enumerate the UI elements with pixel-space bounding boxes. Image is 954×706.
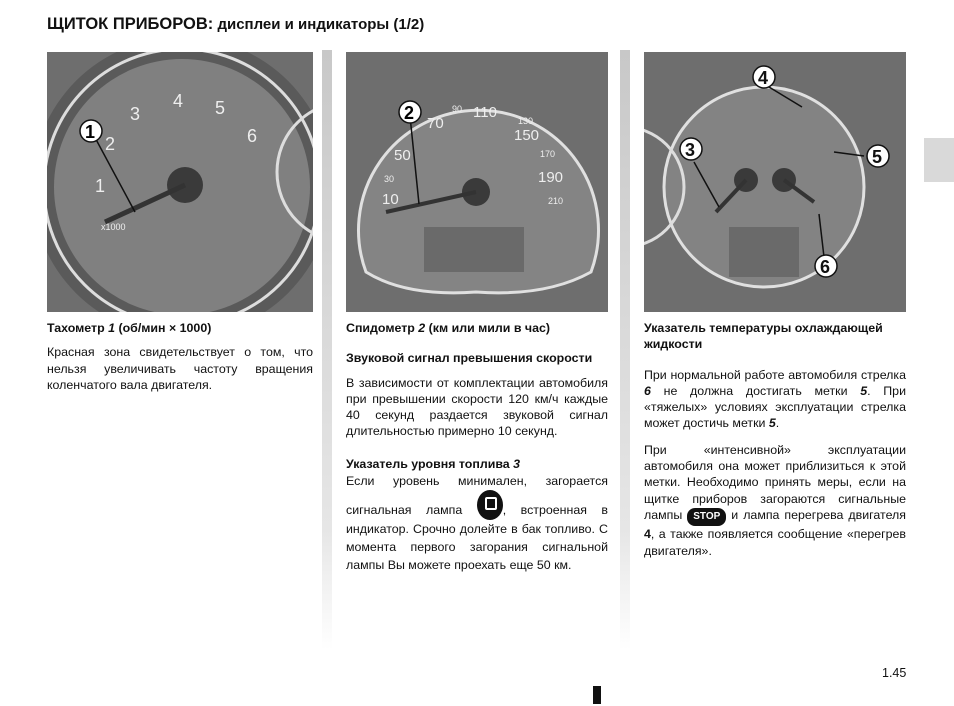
speed-tick: 170 [540,149,556,159]
tach-tick: 6 [247,126,258,146]
temperature-text-1: При нормальной работе автомобиля стрелка 6 не должна достигать метки 5. При «тяжелых» условиях эксплуатации стрелка может достичь метки 5. [644,367,906,431]
callout-6: 6 [820,257,831,277]
title-sub: дисплеи и индикаторы (1/2) [213,16,425,33]
page-marker [593,686,601,704]
tachometer-heading: Тахометр 1 (об/мин × 1000) [47,321,212,335]
speedometer-heading: Спидометр 2 (км или мили в час) [346,321,551,335]
callout-5: 5 [872,147,883,167]
callout-1: 1 [85,122,96,142]
section-tab [924,138,954,182]
speed-alarm-heading: Звуковой сигнал превышения скорости [346,351,593,366]
temperature-heading: Указатель температуры охлаждающей жидкости [644,321,883,352]
speedometer-photo [346,52,608,312]
column-temperature [644,320,906,569]
tachometer-text: Красная зона свидетельствует о том, что нельзя увеличивать частоту вращения коленчатого вала двигателя. [47,345,313,392]
fuel-temperature-photo [644,52,906,312]
column-separator [322,50,332,650]
speed-tick: 70 [427,115,444,132]
speed-tick: 130 [518,116,534,126]
tach-tick: 1 [95,176,106,196]
tach-tick: 2 [105,134,116,154]
speed-tick: 10 [382,191,399,208]
speed-tick: 150 [514,127,540,144]
speed-tick: 110 [473,104,497,121]
column-separator [620,50,630,650]
tachometer-photo [47,52,313,312]
tach-tick: 5 [215,98,226,118]
title-main: ЩИТОК ПРИБОРОВ: [47,15,214,33]
stop-icon: STOP [687,508,726,526]
fuel-text: Если уровень минимален, загорается сигнальная лампа , встроенная в индикатор. Срочно долейте в бак топливо. С момента первого загорания сигнальной лампы Вы можете проехать еще 50 км. [346,474,608,573]
speed-tick: 210 [548,196,564,206]
fuel-heading: Указатель уровня топлива 3 [346,456,521,471]
page-number: 1.45 [882,666,907,680]
column-speedometer [346,320,608,584]
tach-tick: 4 [173,91,184,111]
page-title [47,15,424,34]
fuel-pump-icon [477,490,503,520]
speed-tick: 90 [452,104,463,114]
speed-tick: 30 [384,174,395,184]
column-tachometer [47,320,313,403]
callout-2: 2 [404,103,415,123]
speed-alarm-text: В зависимости от комплектации автомобиля при превышении скорости 120 км/ч каждые 40 секунд раздается звуковой сигнал длительностью примерно 10 секунд. [346,375,608,439]
speed-tick: 190 [538,169,564,186]
callout-3: 3 [685,140,696,160]
tach-tick: 3 [130,104,141,124]
tach-unit: x1000 [101,222,126,232]
speed-tick: 50 [394,147,411,164]
temperature-text-2: При «интенсивной» эксплуатации автомобиля она может приблизиться к этой метки. Необходимо принять меры, если на щитке приборов загораются сигнальные лампы STOP и лампа перегрева двигателя 4, а также появляется сообщение «перегрев двигателя». [644,442,906,558]
callout-4: 4 [758,68,769,88]
